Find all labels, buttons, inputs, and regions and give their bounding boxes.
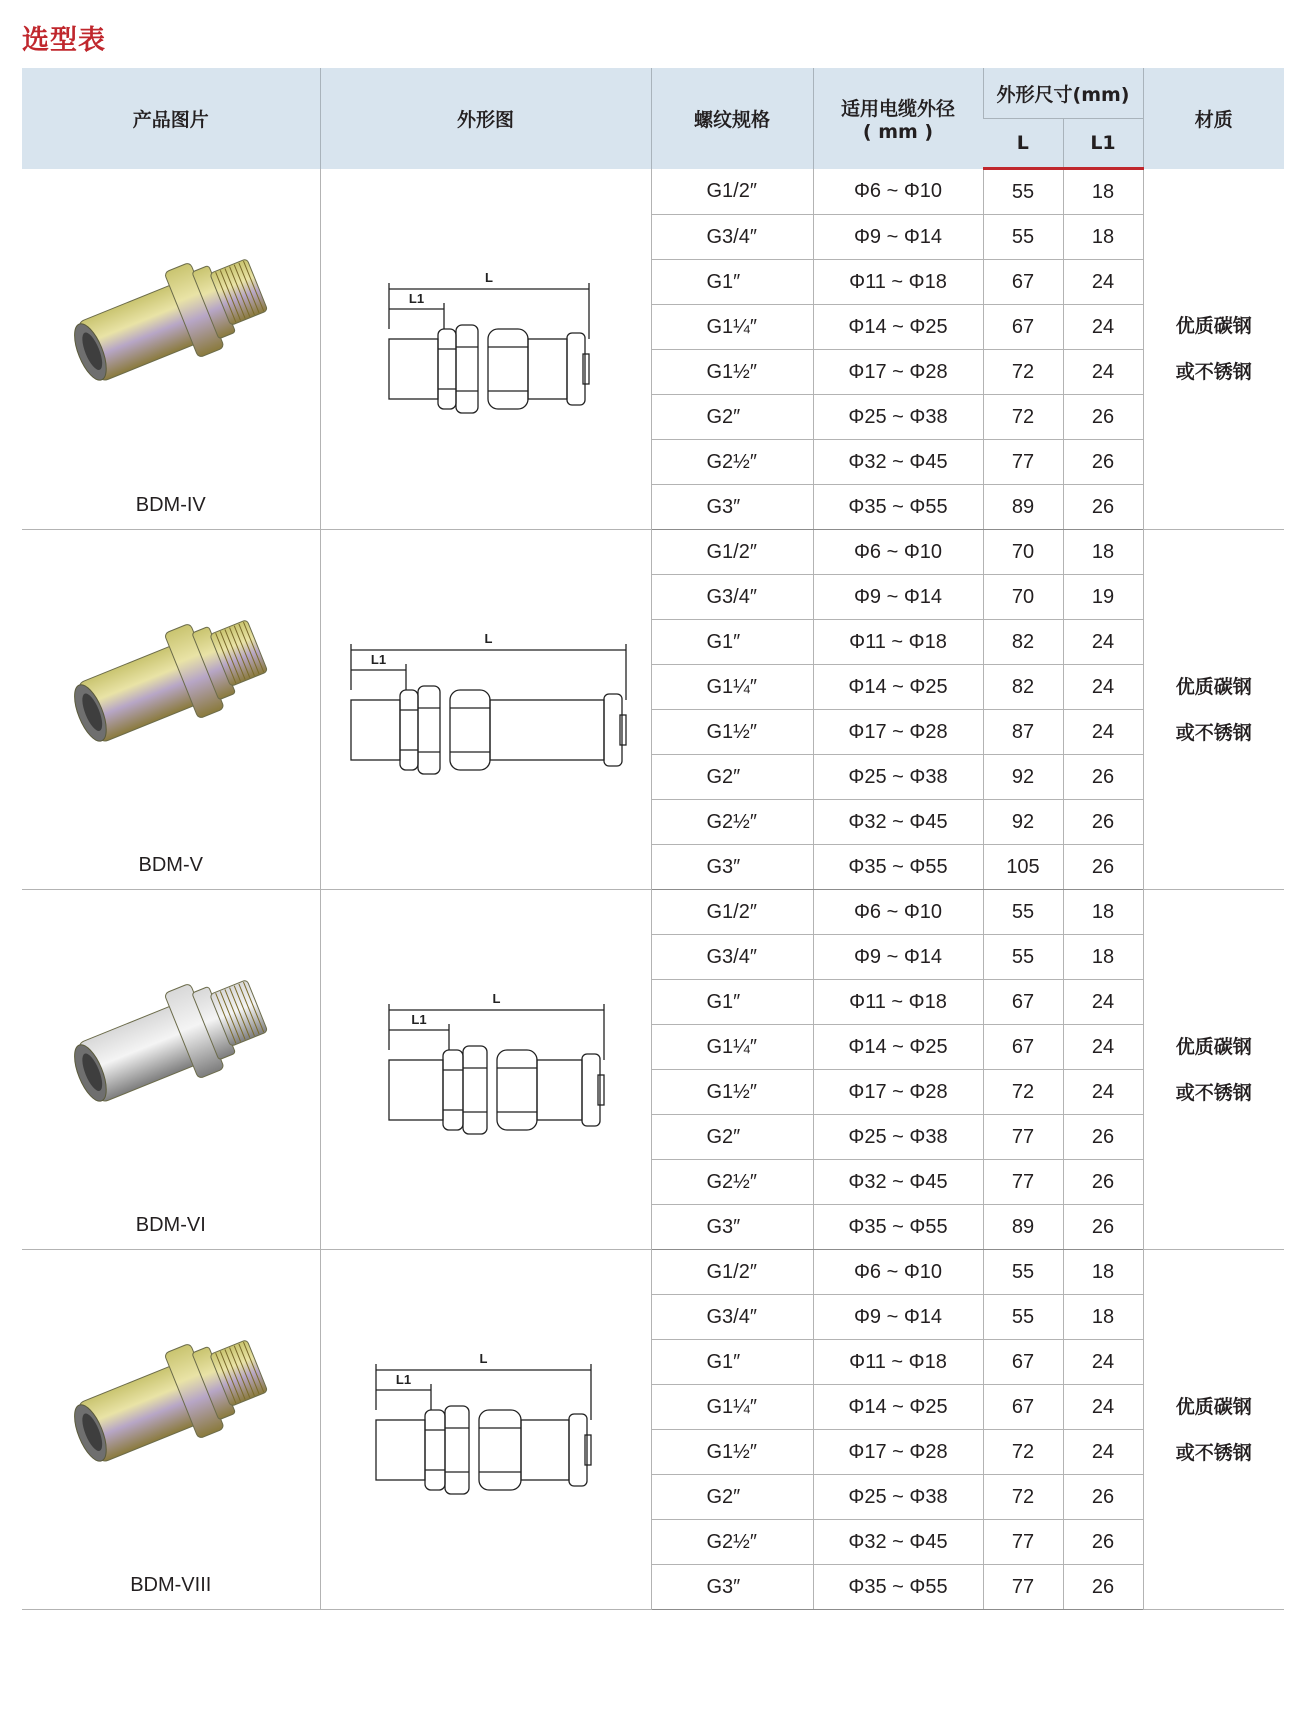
thread-spec-cell: G1″ — [651, 980, 813, 1025]
dim-L-cell: 72 — [983, 395, 1063, 440]
dim-L-cell: 55 — [983, 215, 1063, 260]
model-name: BDM-IV — [135, 494, 206, 516]
thread-spec-cell: G3″ — [651, 1205, 813, 1250]
header-dim-L: L — [983, 119, 1063, 169]
dim-L1-cell: 26 — [1063, 755, 1143, 800]
outline-drawing-cell — [320, 890, 651, 1250]
table-row — [22, 890, 1284, 935]
dim-L-cell: 89 — [983, 1205, 1063, 1250]
dim-L1-cell: 24 — [1063, 980, 1143, 1025]
dim-L-cell: 70 — [983, 530, 1063, 575]
dim-L1-cell: 26 — [1063, 1115, 1143, 1160]
dim-L1-cell: 18 — [1063, 530, 1143, 575]
dim-L1-cell: 26 — [1063, 440, 1143, 485]
dim-L1-cell: 26 — [1063, 1475, 1143, 1520]
thread-spec-cell: G3/4″ — [651, 215, 813, 260]
dim-L1-cell: 26 — [1063, 1520, 1143, 1565]
cable-od-cell: Φ25 ~ Φ38 — [813, 395, 983, 440]
product-image-cell — [22, 169, 320, 530]
cable-od-cell: Φ35 ~ Φ55 — [813, 845, 983, 890]
dim-L1-cell: 26 — [1063, 395, 1143, 440]
cable-od-cell: Φ11 ~ Φ18 — [813, 980, 983, 1025]
thread-spec-cell: G3″ — [651, 485, 813, 530]
material-cell — [1143, 1250, 1284, 1610]
dim-L1-cell: 24 — [1063, 1430, 1143, 1475]
dim-L-cell: 89 — [983, 485, 1063, 530]
dim-L-cell: 77 — [983, 1520, 1063, 1565]
dim-L-cell: 72 — [983, 1430, 1063, 1475]
dim-L-cell: 67 — [983, 260, 1063, 305]
cable-od-cell: Φ17 ~ Φ28 — [813, 1070, 983, 1115]
cable-od-cell: Φ6 ~ Φ10 — [813, 169, 983, 215]
dimension-label-L1: L1 — [395, 1371, 411, 1387]
header-cable-od — [813, 68, 983, 169]
dim-L-cell: 77 — [983, 1115, 1063, 1160]
material-line2: 或不锈钢 — [1175, 360, 1252, 383]
page-title: 选型表 — [22, 25, 106, 56]
dimension-label-L: L — [479, 1350, 487, 1366]
thread-spec-cell: G1½″ — [651, 1430, 813, 1475]
stainless-cable-gland-photo — [62, 960, 282, 1110]
dim-L1-cell: 24 — [1063, 710, 1143, 755]
thread-spec-cell: G1/2″ — [651, 1250, 813, 1295]
thread-spec-cell: G1¼″ — [651, 665, 813, 710]
thread-spec-cell: G3″ — [651, 1565, 813, 1610]
cable-od-cell: Φ17 ~ Φ28 — [813, 1430, 983, 1475]
thread-spec-cell: G1/2″ — [651, 530, 813, 575]
dim-L1-cell: 26 — [1063, 845, 1143, 890]
cable-od-cell: Φ14 ~ Φ25 — [813, 1385, 983, 1430]
cable-od-cell: Φ14 ~ Φ25 — [813, 665, 983, 710]
header-outline-drawing: 外形图 — [320, 68, 651, 169]
dim-L-cell: 67 — [983, 305, 1063, 350]
dim-L1-cell: 24 — [1063, 1070, 1143, 1115]
cable-od-cell: Φ11 ~ Φ18 — [813, 620, 983, 665]
dimension-label-L: L — [484, 630, 492, 646]
thread-spec-cell: G1¼″ — [651, 1385, 813, 1430]
thread-spec-cell: G1/2″ — [651, 169, 813, 215]
thread-spec-cell: G1″ — [651, 1340, 813, 1385]
product-image-cell — [22, 1250, 320, 1610]
dim-L1-cell: 24 — [1063, 305, 1143, 350]
dim-L-cell: 70 — [983, 575, 1063, 620]
table-body — [22, 169, 1284, 1610]
dimension-label-L1: L1 — [410, 1011, 427, 1027]
table-row — [22, 169, 1284, 215]
dim-L1-cell: 26 — [1063, 1205, 1143, 1250]
dim-L-cell: 87 — [983, 710, 1063, 755]
dim-L-cell: 72 — [983, 1070, 1063, 1115]
cable-od-cell: Φ25 ~ Φ38 — [813, 755, 983, 800]
table-row — [22, 1250, 1284, 1295]
cable-od-cell: Φ32 ~ Φ45 — [813, 1160, 983, 1205]
dim-L1-cell: 18 — [1063, 215, 1143, 260]
cable-od-cell: Φ25 ~ Φ38 — [813, 1115, 983, 1160]
cable-od-cell: Φ32 ~ Φ45 — [813, 800, 983, 845]
cable-od-cell: Φ9 ~ Φ14 — [813, 935, 983, 980]
outline-drawing — [321, 960, 652, 1180]
dim-L-cell: 55 — [983, 1295, 1063, 1340]
material-cell — [1143, 530, 1284, 890]
dim-L-cell: 72 — [983, 1475, 1063, 1520]
dim-L-cell: 55 — [983, 1250, 1063, 1295]
thread-spec-cell: G2″ — [651, 395, 813, 440]
dim-L1-cell: 18 — [1063, 1250, 1143, 1295]
dim-L1-cell: 26 — [1063, 800, 1143, 845]
dim-L1-cell: 24 — [1063, 350, 1143, 395]
dim-L1-cell: 18 — [1063, 890, 1143, 935]
cable-od-cell: Φ6 ~ Φ10 — [813, 890, 983, 935]
material-line1: 优质碳钢 — [1175, 1035, 1252, 1058]
header-material: 材质 — [1143, 68, 1284, 169]
dim-L-cell: 105 — [983, 845, 1063, 890]
dim-L-cell: 77 — [983, 440, 1063, 485]
thread-spec-cell: G1½″ — [651, 1070, 813, 1115]
thread-spec-cell: G3″ — [651, 845, 813, 890]
model-name: BDM-VI — [135, 1214, 206, 1236]
material-line1: 优质碳钢 — [1175, 1395, 1252, 1418]
header-product-image: 产品图片 — [22, 68, 320, 169]
cable-od-cell: Φ6 ~ Φ10 — [813, 530, 983, 575]
thread-spec-cell: G2½″ — [651, 440, 813, 485]
dim-L1-cell: 18 — [1063, 169, 1143, 215]
thread-spec-cell: G2½″ — [651, 800, 813, 845]
dim-L-cell: 67 — [983, 1340, 1063, 1385]
dim-L-cell: 82 — [983, 620, 1063, 665]
cable-od-cell: Φ35 ~ Φ55 — [813, 485, 983, 530]
outline-drawing-cell — [320, 530, 651, 890]
thread-spec-cell: G2″ — [651, 755, 813, 800]
product-image-cell — [22, 530, 320, 890]
cable-od-cell: Φ11 ~ Φ18 — [813, 260, 983, 305]
material-line2: 或不锈钢 — [1175, 1081, 1252, 1104]
header-cable-od-line2: ( mm ) — [862, 120, 934, 143]
thread-spec-cell: G1″ — [651, 260, 813, 305]
yellow-zinc-cable-gland-photo — [62, 1320, 282, 1470]
outline-drawing-cell — [320, 1250, 651, 1610]
cable-od-cell: Φ25 ~ Φ38 — [813, 1475, 983, 1520]
model-name: BDM-V — [138, 854, 203, 876]
model-name: BDM-VIII — [130, 1574, 212, 1596]
material-line1: 优质碳钢 — [1175, 314, 1252, 337]
thread-spec-cell: G1½″ — [651, 710, 813, 755]
material-line2: 或不锈钢 — [1175, 721, 1252, 744]
dimension-label-L1: L1 — [370, 651, 386, 667]
dim-L-cell: 67 — [983, 1385, 1063, 1430]
dim-L-cell: 67 — [983, 980, 1063, 1025]
cable-od-cell: Φ17 ~ Φ28 — [813, 350, 983, 395]
material-line2: 或不锈钢 — [1175, 1441, 1252, 1464]
cable-od-cell: Φ9 ~ Φ14 — [813, 215, 983, 260]
cable-od-cell: Φ9 ~ Φ14 — [813, 1295, 983, 1340]
header-dim-L1: L1 — [1063, 119, 1143, 169]
dim-L-cell: 55 — [983, 890, 1063, 935]
thread-spec-cell: G1¼″ — [651, 1025, 813, 1070]
dim-L1-cell: 24 — [1063, 260, 1143, 305]
dim-L1-cell: 24 — [1063, 1025, 1143, 1070]
dim-L1-cell: 18 — [1063, 935, 1143, 980]
dim-L1-cell: 18 — [1063, 1295, 1143, 1340]
dimension-label-L1: L1 — [408, 290, 424, 306]
cable-od-cell: Φ35 ~ Φ55 — [813, 1565, 983, 1610]
outline-drawing — [321, 600, 652, 820]
dim-L1-cell: 26 — [1063, 1160, 1143, 1205]
cable-od-cell: Φ35 ~ Φ55 — [813, 1205, 983, 1250]
thread-spec-cell: G1″ — [651, 620, 813, 665]
thread-spec-cell: G2″ — [651, 1115, 813, 1160]
dim-L1-cell: 24 — [1063, 665, 1143, 710]
thread-spec-cell: G2″ — [651, 1475, 813, 1520]
header-dimensions: 外形尺寸(mm) — [983, 68, 1143, 119]
cable-od-cell: Φ14 ~ Φ25 — [813, 1025, 983, 1070]
material-line1: 优质碳钢 — [1175, 675, 1252, 698]
thread-spec-cell: G3/4″ — [651, 1295, 813, 1340]
dim-L-cell: 77 — [983, 1160, 1063, 1205]
outline-drawing — [321, 239, 652, 459]
thread-spec-cell: G2½″ — [651, 1520, 813, 1565]
cable-od-cell: Φ11 ~ Φ18 — [813, 1340, 983, 1385]
thread-spec-cell: G3/4″ — [651, 935, 813, 980]
dim-L-cell: 82 — [983, 665, 1063, 710]
thread-spec-cell: G1½″ — [651, 350, 813, 395]
dim-L1-cell: 24 — [1063, 1340, 1143, 1385]
outline-drawing-cell — [320, 169, 651, 530]
yellow-zinc-cable-gland-photo — [62, 600, 282, 750]
dim-L-cell: 55 — [983, 169, 1063, 215]
thread-spec-cell: G3/4″ — [651, 575, 813, 620]
product-image-cell — [22, 890, 320, 1250]
cable-od-cell: Φ32 ~ Φ45 — [813, 440, 983, 485]
header-thread-spec: 螺纹规格 — [651, 68, 813, 169]
dimension-label-L: L — [492, 990, 500, 1006]
dim-L-cell: 55 — [983, 935, 1063, 980]
yellow-zinc-cable-gland-photo — [62, 239, 282, 389]
dim-L1-cell: 26 — [1063, 485, 1143, 530]
material-cell — [1143, 890, 1284, 1250]
cable-od-cell: Φ6 ~ Φ10 — [813, 1250, 983, 1295]
dim-L-cell: 92 — [983, 755, 1063, 800]
dim-L-cell: 67 — [983, 1025, 1063, 1070]
outline-drawing — [321, 1320, 652, 1540]
cable-od-cell: Φ17 ~ Φ28 — [813, 710, 983, 755]
dim-L1-cell: 26 — [1063, 1565, 1143, 1610]
dim-L1-cell: 19 — [1063, 575, 1143, 620]
table-row — [22, 530, 1284, 575]
dim-L-cell: 92 — [983, 800, 1063, 845]
dim-L-cell: 72 — [983, 350, 1063, 395]
material-cell — [1143, 169, 1284, 530]
dim-L1-cell: 24 — [1063, 1385, 1143, 1430]
thread-spec-cell: G1/2″ — [651, 890, 813, 935]
dim-L1-cell: 24 — [1063, 620, 1143, 665]
dim-L-cell: 77 — [983, 1565, 1063, 1610]
selection-table — [22, 68, 1284, 1610]
thread-spec-cell: G1¼″ — [651, 305, 813, 350]
cable-od-cell: Φ32 ~ Φ45 — [813, 1520, 983, 1565]
cable-od-cell: Φ14 ~ Φ25 — [813, 305, 983, 350]
cable-od-cell: Φ9 ~ Φ14 — [813, 575, 983, 620]
header-cable-od-line1: 适用电缆外径 — [840, 97, 955, 120]
thread-spec-cell: G2½″ — [651, 1160, 813, 1205]
dimension-label-L: L — [484, 269, 493, 285]
